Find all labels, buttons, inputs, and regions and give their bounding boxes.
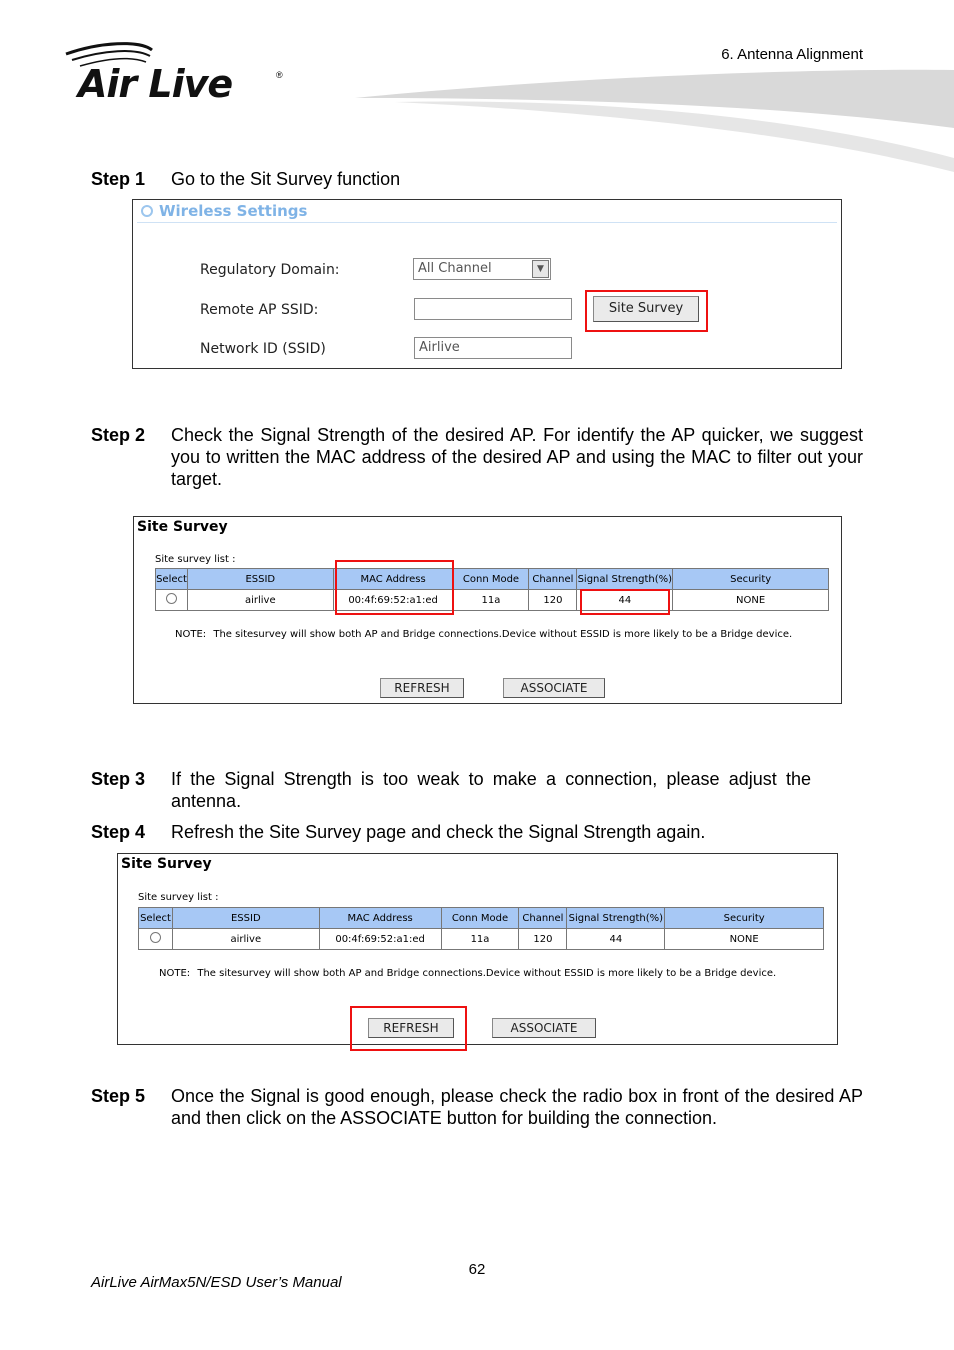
remote-ap-ssid-input[interactable] [414,298,572,320]
column-header-select: Select [156,569,188,590]
note-label: NOTE: [175,629,207,640]
step-5 [91,1085,863,1131]
column-header-signal: Signal Strength(%) [567,908,665,929]
column-header-conn-mode: Conn Mode [441,908,519,929]
column-header-mac: MAC Address [333,569,453,590]
step-text: Check the Signal Strength of the desired AP. For identify the AP quicker, we suggest you to written the MAC address of the desired AP and using the MAC to filter out your target. [171,425,863,489]
network-id-label: Network ID (SSID) [200,341,326,357]
site-survey-title: Site Survey [137,519,228,535]
table-row [139,929,824,950]
regulatory-domain-label: Regulatory Domain: [200,262,340,278]
regulatory-domain-select[interactable] [413,258,551,280]
site-survey-button[interactable]: Site Survey [593,296,699,322]
logo-registered-mark: ® [276,70,283,80]
step-label: Step 2 [91,425,146,445]
column-header-security: Security [665,908,824,929]
step-label: Step 1 [91,169,146,189]
wireless-settings-title-text: Wireless Settings [159,202,308,220]
remote-ap-ssid-label: Remote AP SSID: [200,302,319,318]
page-number: 62 [468,1261,486,1278]
conn-mode-cell: 11a [453,590,529,611]
step-text: If the Signal Strength is too weak to make a connection, please adjust the antenna. [171,769,811,811]
site-survey-table [155,568,829,611]
select-radio[interactable] [150,932,161,943]
note-text: The sitesurvey will show both AP and Bridge connections.Device without ESSID is more likely to be a Bridge device. [197,968,777,979]
highlight-box [585,290,708,332]
essid-cell: airlive [172,929,319,950]
mac-cell: 00:4f:69:52:a1:ed [333,590,453,611]
site-survey-table [138,907,824,950]
wireless-settings-panel [132,199,842,369]
bullet-icon [141,205,153,217]
associate-button[interactable]: ASSOCIATE [503,678,605,698]
column-header-essid: ESSID [187,569,333,590]
site-survey-panel [133,516,842,704]
refresh-button[interactable]: REFRESH [368,1018,454,1038]
chevron-down-icon[interactable]: ▼ [532,260,549,278]
site-survey-title: Site Survey [121,856,212,872]
column-header-mac: MAC Address [319,908,441,929]
section-header: 6. Antenna Alignment [721,46,863,63]
step-3 [91,768,863,814]
note-text: The sitesurvey will show both AP and Bridge connections.Device without ESSID is more likely to be a Bridge device. [213,629,793,640]
column-header-channel: Channel [529,569,577,590]
security-cell: NONE [673,590,829,611]
column-header-signal: Signal Strength(%) [577,569,673,590]
step-text: Go to the Sit Survey function [171,169,401,189]
signal-cell: 44 [577,590,673,611]
site-survey-list-label: Site survey list : [155,554,236,565]
refresh-button[interactable]: REFRESH [380,678,464,698]
manual-title: AirLive AirMax5N/ESD User’s Manual [91,1274,342,1291]
step-label: Step 5 [91,1086,146,1106]
column-header-essid: ESSID [172,908,319,929]
column-header-conn-mode: Conn Mode [453,569,529,590]
table-header-row [139,908,824,929]
select-cell [139,929,173,950]
channel-cell: 120 [529,590,577,611]
network-id-input[interactable]: Airlive [414,337,572,359]
channel-cell: 120 [519,929,567,950]
column-header-select: Select [139,908,173,929]
step-2 [91,424,863,494]
essid-cell: airlive [187,590,333,611]
step-text: Refresh the Site Survey page and check the Signal Strength again. [171,822,706,842]
refresh-highlight-box [350,1006,467,1051]
step-label: Step 4 [91,822,146,842]
column-header-channel: Channel [519,908,567,929]
title-divider [137,222,837,223]
security-cell: NONE [665,929,824,950]
mac-highlight-box [335,560,454,615]
select-cell [156,590,188,611]
logo-text: Air Live [78,62,233,106]
note-label: NOTE: [159,968,191,979]
regulatory-domain-value: All Channel [418,261,492,276]
mac-cell: 00:4f:69:52:a1:ed [319,929,441,950]
signal-cell: 44 [567,929,665,950]
conn-mode-cell: 11a [441,929,519,950]
wireless-settings-title [141,202,307,220]
site-survey-note [159,968,776,979]
signal-highlight-box [580,589,670,615]
step-label: Step 3 [91,769,146,789]
table-header-row [156,569,829,590]
airlive-logo [60,40,290,110]
step-4 [91,821,863,843]
step-1 [91,168,863,190]
header-swoosh-graphic [355,68,954,178]
table-row [156,590,829,611]
site-survey-panel-refresh [117,853,838,1045]
site-survey-note [175,629,792,640]
site-survey-list-label: Site survey list : [138,892,219,903]
step-text: Once the Signal is good enough, please check the radio box in front of the desired AP and then click on the ASSOCIATE button for building the connection. [171,1086,863,1128]
associate-button[interactable]: ASSOCIATE [492,1018,596,1038]
select-radio[interactable] [166,593,177,604]
column-header-security: Security [673,569,829,590]
